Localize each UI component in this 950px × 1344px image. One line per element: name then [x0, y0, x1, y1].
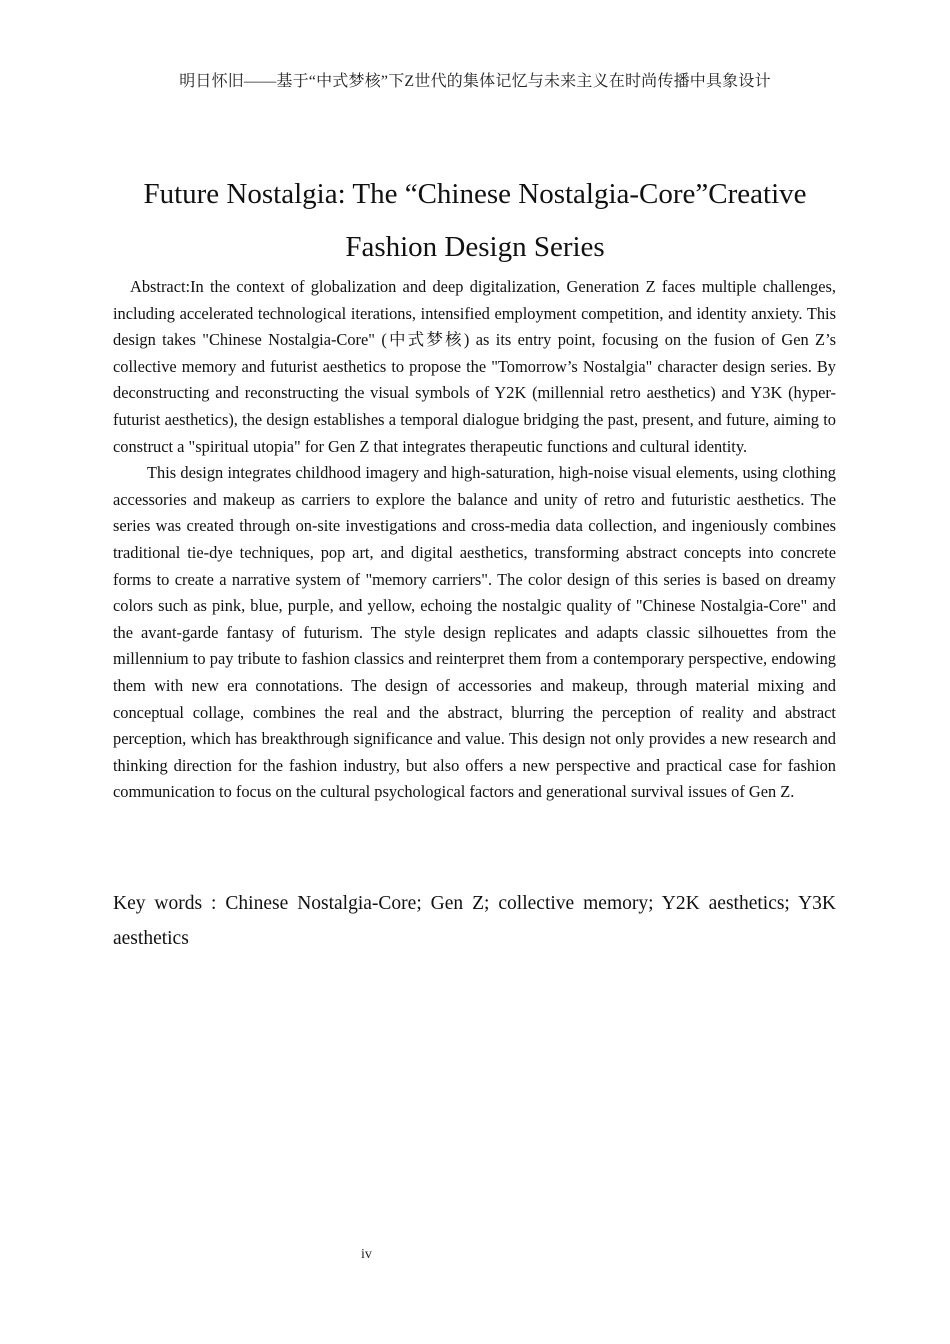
running-header: 明日怀旧——基于“中式梦核”下Z世代的集体记忆与未来主义在时尚传播中具象设计 [179, 73, 771, 90]
abstract-section [113, 274, 836, 806]
document-title [100, 168, 850, 274]
title-line-2: Fashion Design Series [345, 231, 605, 263]
abstract-paragraph-2: This design integrates childhood imagery and high-saturation, high-noise visual elements, using clothing accessories and makeup as carriers to explore the balance and unity of retro and futuristic aesthetics. The series was created through on-site investigations and cross-media data collection, and ingeniously combines traditional tie-dye techniques, pop art, and digital aesthetics, transforming abstract concepts into concrete forms to create a narrative system of "memory carriers". The color design of this series is based on dreamy colors such as pink, blue, purple, and yellow, echoing the nostalgic quality of "Chinese Nostalgia-Core" and the avant-garde fantasy of futurism. The style design replicates and adapts classic silhouettes from the millennium to pay tribute to fashion classics and reinterpret them from a contemporary perspective, endowing them with new era connotations. The design of accessories and makeup, through material mixing and conceptual collage, combines the real and the abstract, blurring the perception of reality and abstract perception, which has breakthrough significance and value. This design not only provides a new research and thinking direction for the fashion industry, but also offers a new perspective and practical case for fashion communication to focus on the cultural psychological factors and generational survival issues of Gen Z. [113, 463, 836, 802]
title-line-1: Future Nostalgia: The “Chinese Nostalgia-Core”Creative [143, 178, 807, 210]
keywords: Key words : Chinese Nostalgia-Core; Gen Z; collective memory; Y2K aesthetics; Y3K aesthetics [113, 893, 836, 949]
abstract-paragraph-1: Abstract:In the context of globalization and deep digitalization, Generation Z faces multiple challenges, including accelerated technological iterations, intensified employment competition, and identity anxiety. This design takes "Chinese Nostalgia-Core" (中式梦核) as its entry point, focusing on the fusion of Gen Z’s collective memory and futurist aesthetics to propose the "Tomorrow’s Nostalgia" character design series. By deconstructing and reconstructing the visual symbols of Y2K (millennial retro aesthetics) and Y3K (hyper-futurist aesthetics), the design establishes a temporal dialogue bridging the past, present, and future, aiming to construct a "spiritual utopia" for Gen Z that integrates therapeutic functions and cultural identity. [113, 277, 836, 456]
page-number: iv [361, 1247, 372, 1262]
